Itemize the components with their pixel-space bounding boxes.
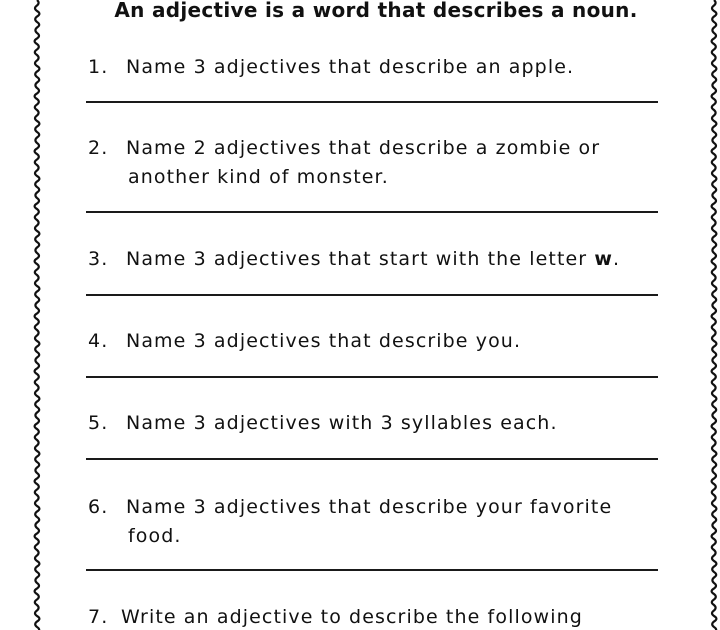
question-6 (88, 493, 688, 551)
question-text-continued: food. (128, 525, 182, 547)
question-text: Write an adjective to describe the following (121, 606, 583, 628)
question-text: Name 3 adjectives with 3 syllables each. (126, 412, 558, 434)
answer-line-4[interactable] (86, 376, 658, 378)
question-number: 5. (88, 412, 109, 434)
question-7 (88, 603, 688, 630)
question-number: 6. (88, 496, 109, 518)
question-text: Name 3 adjectives that describe your favorite (126, 496, 613, 518)
question-number: 7. (88, 606, 109, 628)
answer-line-1[interactable] (86, 101, 658, 103)
question-3 (88, 245, 688, 274)
answer-line-3[interactable] (86, 294, 658, 296)
question-text-continued: another kind of monster. (128, 166, 389, 188)
question-text: Name 3 adjectives that describe an apple. (126, 56, 575, 78)
question-5 (88, 409, 688, 438)
bold-letter: w (594, 248, 613, 270)
question-text: Name 3 adjectives that start with the letter (126, 248, 595, 270)
worksheet-title: An adjective is a word that describes a noun. (114, 0, 638, 22)
question-text-end: . (613, 248, 621, 270)
answer-line-6[interactable] (86, 569, 658, 571)
question-number: 3. (88, 248, 109, 270)
question-1 (88, 53, 688, 82)
question-text: Name 3 adjectives that describe you. (126, 330, 522, 352)
question-number: 4. (88, 330, 109, 352)
answer-line-5[interactable] (86, 458, 658, 460)
question-2 (88, 134, 688, 192)
question-4 (88, 327, 688, 356)
question-number: 2. (88, 137, 109, 159)
question-text: Name 2 adjectives that describe a zombie or (126, 137, 601, 159)
question-number: 1. (88, 56, 109, 78)
answer-line-2[interactable] (86, 211, 658, 213)
